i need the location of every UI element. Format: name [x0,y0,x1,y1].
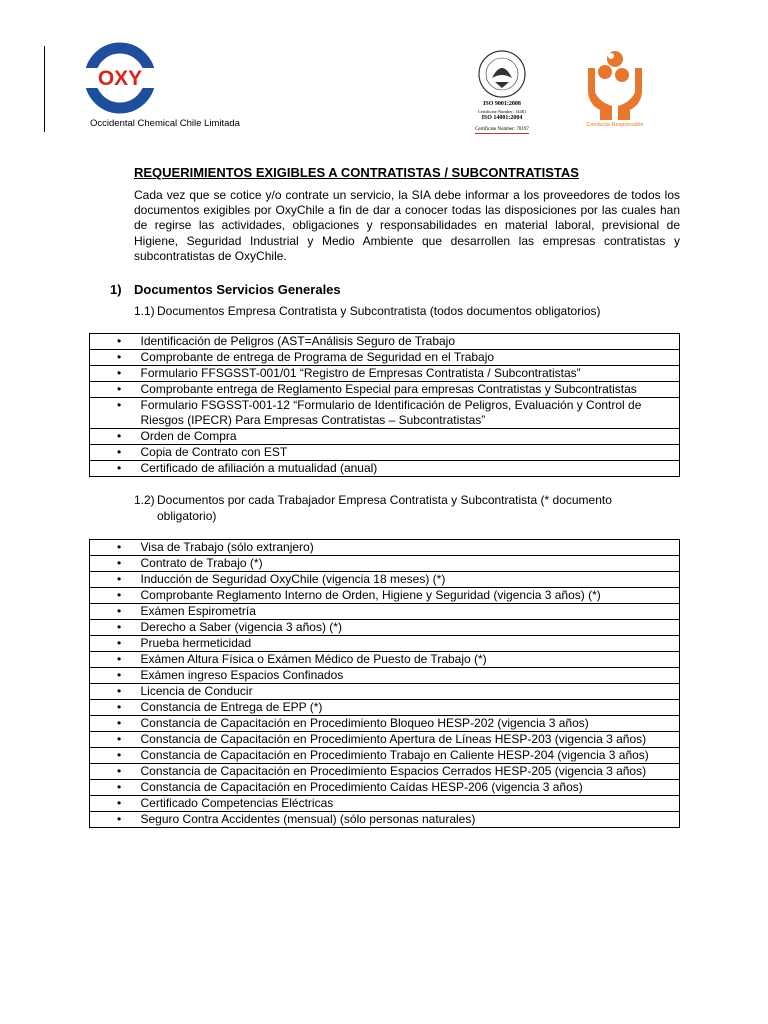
bullet: • [90,556,135,572]
subsection-1-1-heading [134,304,654,320]
document-item: Copia de Contrato con EST [135,445,680,461]
company-documents-table [89,333,680,477]
bullet: • [90,366,135,382]
table-row [90,429,680,445]
table-row [90,588,680,604]
table-row [90,636,680,652]
section-heading [110,282,341,297]
document-item: Constancia de Capacitación en Procedimiento Bloqueo HESP-202 (vigencia 3 años) [135,716,680,732]
conducta-responsable-caption: Conducta Responsable [586,122,644,128]
bullet: • [90,445,135,461]
document-item: Comprobante entrega de Reglamento Especial para empresas Contratistas y Subcontratistas [135,382,680,398]
table-row [90,572,680,588]
table-row [90,700,680,716]
bullet: • [90,398,135,429]
document-item: Exámen Altura Física o Exámen Médico de Puesto de Trabajo (*) [135,652,680,668]
bullet: • [90,382,135,398]
subsection-number: 1.2) [134,493,155,507]
iso-14001-cert: Certificate Number: 70197 [475,127,529,132]
company-name: Occidental Chemical Chile Limitada [90,118,240,129]
bullet: • [90,812,135,828]
document-item: Comprobante de entrega de Programa de Seguridad en el Trabajo [135,350,680,366]
oxy-logo-text: OXY [97,67,143,90]
document-item: Exámen ingreso Espacios Confinados [135,668,680,684]
table-row [90,748,680,764]
document-item: Visa de Trabajo (sólo extranjero) [135,540,680,556]
bullet: • [90,652,135,668]
iso-9001-label: ISO 9001:2008 [483,101,521,107]
document-item: Constancia de Capacitación en Procedimiento Espacios Cerrados HESP-205 (vigencia 3 años) [135,764,680,780]
bullet: • [90,700,135,716]
header-divider [44,46,45,132]
bullet: • [90,572,135,588]
section-number: 1) [110,282,122,297]
table-row [90,764,680,780]
bullet: • [90,604,135,620]
bullet: • [90,716,135,732]
document-item: Formulario FFSGSST-001/01 “Registro de Empresas Contratista / Subcontratistas” [135,366,680,382]
subsection-number: 1.1) [134,304,155,318]
bullet: • [90,780,135,796]
bullet: • [90,684,135,700]
page-title: REQUERIMIENTOS EXIGIBLES A CONTRATISTAS / SUBCONTRATISTAS [134,165,579,180]
table-row [90,796,680,812]
table-row [90,652,680,668]
oxy-logo [84,42,156,114]
table-row [90,604,680,620]
table-row [90,716,680,732]
table-row [90,461,680,477]
bullet: • [90,429,135,445]
table-row [90,668,680,684]
bullet: • [90,668,135,684]
bullet: • [90,764,135,780]
document-item: Certificado Competencias Eléctricas [135,796,680,812]
table-row [90,684,680,700]
document-item: Contrato de Trabajo (*) [135,556,680,572]
table-row [90,445,680,461]
bullet: • [90,540,135,556]
document-item: Constancia de Capacitación en Procedimiento Trabajo en Caliente HESP-204 (vigencia 3 años) [135,748,680,764]
table-row [90,382,680,398]
document-item: Constancia de Entrega de EPP (*) [135,700,680,716]
bullet: • [90,588,135,604]
table-row [90,620,680,636]
table-row [90,398,680,429]
section-title: Documentos Servicios Generales [134,282,341,297]
table-row [90,366,680,382]
table-row [90,732,680,748]
document-item: Exámen Espirometría [135,604,680,620]
bullet: • [90,732,135,748]
document-item: Constancia de Capacitación en Procedimiento Caídas HESP-206 (vigencia 3 años) [135,780,680,796]
document-item: Orden de Compra [135,429,680,445]
document-item: Identificación de Peligros (AST=Análisis Seguro de Trabajo [135,334,680,350]
bullet: • [90,461,135,477]
bullet: • [90,636,135,652]
table-row [90,350,680,366]
subsection-1-2-heading [134,493,654,524]
worker-documents-table [89,539,680,828]
subsection-text: Documentos Empresa Contratista y Subcontratista (todos documentos obligatorios) [157,304,601,318]
document-item: Prueba hermeticidad [135,636,680,652]
subsection-text: Documentos por cada Trabajador Empresa Contratista y Subcontratista (* documento obligatorio) [157,493,612,523]
document-item: Licencia de Conducir [135,684,680,700]
document-item: Inducción de Seguridad OxyChile (vigencia 18 meses) (*) [135,572,680,588]
bullet: • [90,620,135,636]
iso-certification-seal [466,48,538,136]
document-item: Comprobante Reglamento Interno de Orden, Higiene y Seguridad (vigencia 3 años) (*) [135,588,680,604]
intro-paragraph: Cada vez que se cotice y/o contrate un servicio, la SIA debe informar a los proveedores de todos los documentos exigibles por OxyChile a fin de dar a conocer todas las disposiciones por las cuales han de regirse las actividades, obligaciones y responsabilidades en material laboral, previsional de Higiene, Seguridad Industrial y Medio Ambiente que desarrollen las empresas contratistas y subcontratistas de OxyChile. [134,188,680,263]
iso-9001-cert: Certificate Number: 14481 [477,109,527,114]
bullet: • [90,350,135,366]
document-item: Certificado de afiliación a mutualidad (anual) [135,461,680,477]
table-row [90,556,680,572]
table-row [90,334,680,350]
document-item: Derecho a Saber (vigencia 3 años) (*) [135,620,680,636]
conducta-responsable-logo [584,46,646,132]
table-row [90,812,680,828]
table-row [90,780,680,796]
bullet: • [90,796,135,812]
bullet: • [90,334,135,350]
table-row [90,540,680,556]
document-item: Constancia de Capacitación en Procedimiento Apertura de Líneas HESP-203 (vigencia 3 años) [135,732,680,748]
document-item: Seguro Contra Accidentes (mensual) (sólo personas naturales) [135,812,680,828]
iso-14001-label: ISO 14001:2004 [481,115,523,121]
document-item: Formulario FSGSST-001-12 “Formulario de Identificación de Peligros, Evaluación y Control de Riesgos (IPECR) Para Empresas Contratistas – Subcontratistas” [135,398,680,429]
bullet: • [90,748,135,764]
